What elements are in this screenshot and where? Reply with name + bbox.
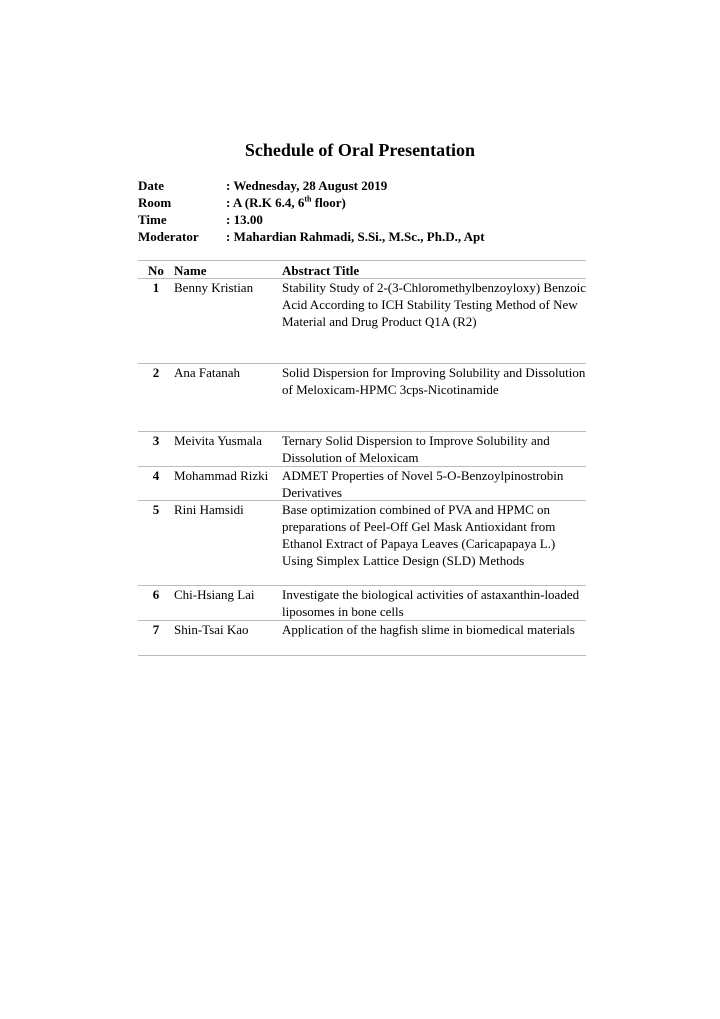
row-no: 6	[152, 587, 160, 602]
page-title: Schedule of Oral Presentation	[244, 140, 476, 160]
table-header	[138, 260, 586, 279]
row-no: 5	[152, 502, 160, 517]
room-row	[138, 194, 485, 211]
time-value: : 13.00	[226, 212, 263, 227]
room-value	[226, 194, 346, 211]
table-row	[138, 279, 586, 364]
row-title: Application of the hagfish slime in biomedical materials	[282, 622, 575, 637]
row-name: Mohammad Rizki	[174, 468, 269, 483]
room-value-main: : A (R.K 6.4, 6	[226, 195, 305, 210]
moderator-value: : Mahardian Rahmadi, S.Si., M.Sc., Ph.D., Apt	[226, 229, 485, 244]
event-details	[138, 177, 485, 245]
header-title: Abstract Title	[282, 263, 360, 278]
row-no: 4	[152, 468, 160, 483]
row-title: Base optimization combined of PVA and HPMC on preparations of Peel-Off Gel Mask Antioxidant from Ethanol Extract of Papaya Leaves (Caricapapaya L.) Using Simplex Lattice Design (SLD) Methods	[282, 502, 556, 568]
schedule-table	[138, 260, 586, 656]
date-row	[138, 177, 485, 194]
row-name: Shin-Tsai Kao	[174, 622, 249, 637]
row-name: Meivita Yusmala	[174, 433, 262, 448]
row-no: 1	[152, 280, 160, 295]
row-no: 7	[152, 622, 160, 637]
table-row	[138, 467, 586, 501]
header-name: Name	[174, 263, 207, 278]
date-label: Date	[138, 178, 164, 193]
time-row	[138, 211, 485, 228]
row-title: Investigate the biological activities of astaxanthin-loaded liposomes in bone cells	[282, 587, 580, 619]
header-no: No	[148, 263, 164, 278]
table-row	[138, 432, 586, 467]
room-label: Room	[138, 195, 172, 210]
row-name: Chi-Hsiang Lai	[174, 587, 255, 602]
time-label: Time	[138, 212, 167, 227]
date-value: : Wednesday, 28 August 2019	[226, 178, 388, 193]
table-row	[138, 364, 586, 432]
room-value-tail: floor)	[311, 195, 346, 210]
row-title: ADMET Properties of Novel 5-O-Benzoylpinostrobin Derivatives	[282, 468, 564, 500]
table-row	[138, 586, 586, 621]
moderator-label: Moderator	[138, 229, 199, 244]
row-no: 2	[152, 365, 160, 380]
row-title: Stability Study of 2-(3-Chloromethylbenzoyloxy) Benzoic Acid According to ICH Stability Testing Method of New Material and Drug Product Q1A (R2)	[282, 280, 587, 329]
moderator-row	[138, 228, 485, 245]
row-name: Benny Kristian	[174, 280, 254, 295]
row-no: 3	[152, 433, 160, 448]
table-row	[138, 501, 586, 586]
row-name: Rini Hamsidi	[174, 502, 244, 517]
row-name: Ana Fatanah	[174, 365, 241, 380]
row-title: Ternary Solid Dispersion to Improve Solubility and Dissolution of Meloxicam	[282, 433, 550, 465]
row-title: Solid Dispersion for Improving Solubility and Dissolution of Meloxicam-HPMC 3cps-Nicotinamide	[282, 365, 586, 397]
table-row	[138, 621, 586, 656]
room-value-superscript: th	[304, 194, 312, 204]
